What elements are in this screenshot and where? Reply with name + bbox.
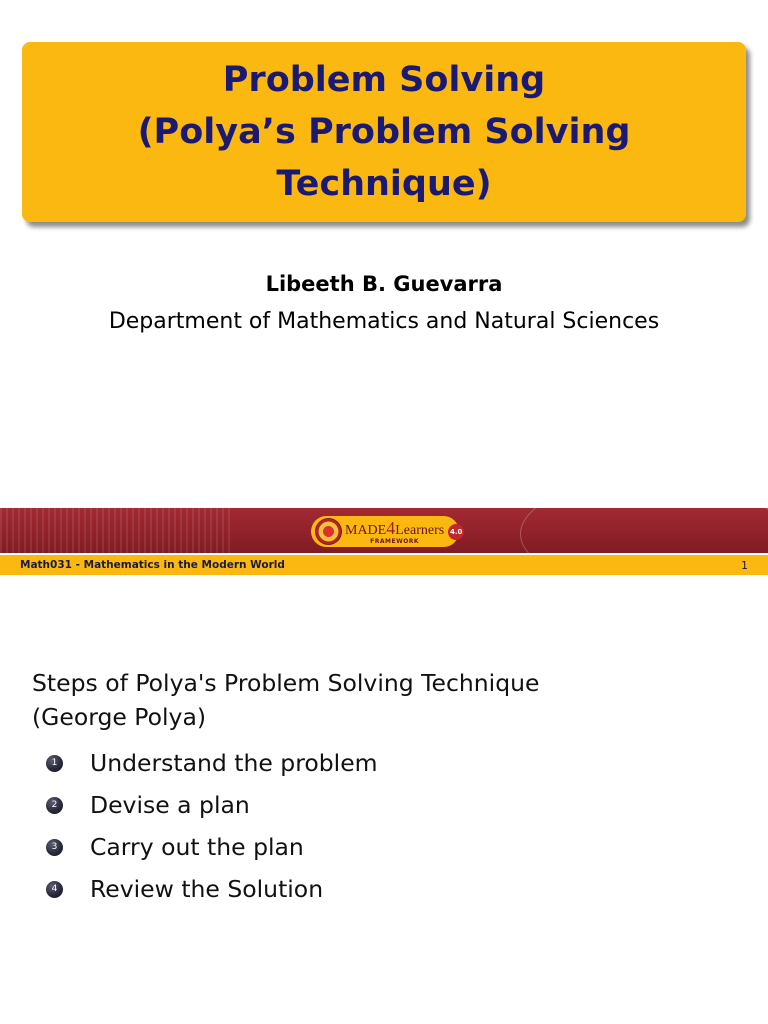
logo-brand-suffix: Learners <box>395 522 445 538</box>
list-item <box>46 868 378 910</box>
department-name: Department of Mathematics and Natural Sciences <box>108 309 660 334</box>
steps-list <box>46 742 378 910</box>
list-item <box>46 826 378 868</box>
title-line-1: Problem Solving <box>222 60 546 100</box>
numbered-bullet-icon: 3 <box>46 839 63 856</box>
logo-text <box>345 519 444 545</box>
title-line-3: Technique) <box>276 164 492 204</box>
steps-heading <box>32 666 732 734</box>
step-label: Carry out the plan <box>90 833 304 861</box>
step-label: Devise a plan <box>90 791 250 819</box>
numbered-bullet-icon: 2 <box>46 797 63 814</box>
logo-version-badge: 4.0 <box>448 524 464 540</box>
title-box <box>22 42 746 222</box>
list-item <box>46 742 378 784</box>
banner-stripes <box>0 508 230 553</box>
footer-page-number: 1 <box>741 558 748 572</box>
footer-course: Math031 - Mathematics in the Modern World <box>20 559 285 571</box>
steps-heading-line-1: Steps of Polya's Problem Solving Technique <box>32 669 540 697</box>
title-line-2: (Polya’s Problem Solving <box>137 112 631 152</box>
university-seal-icon <box>315 518 342 545</box>
list-item <box>46 784 378 826</box>
logo-subtitle: FRAMEWORK <box>370 537 420 545</box>
step-label: Understand the problem <box>90 749 378 777</box>
author-name: Libeeth B. Guevarra <box>265 272 503 296</box>
logo-brand-prefix: MADE <box>345 522 387 538</box>
step-label: Review the Solution <box>90 875 324 903</box>
banner-curve <box>520 508 768 553</box>
logo-wordmark <box>345 519 444 538</box>
numbered-bullet-icon: 4 <box>46 881 63 898</box>
numbered-bullet-icon: 1 <box>46 755 63 772</box>
footer-bar <box>0 555 768 575</box>
logo-brand-four: 4 <box>386 517 396 538</box>
steps-heading-line-2: (George Polya) <box>32 703 207 731</box>
made4learners-logo <box>311 516 463 547</box>
